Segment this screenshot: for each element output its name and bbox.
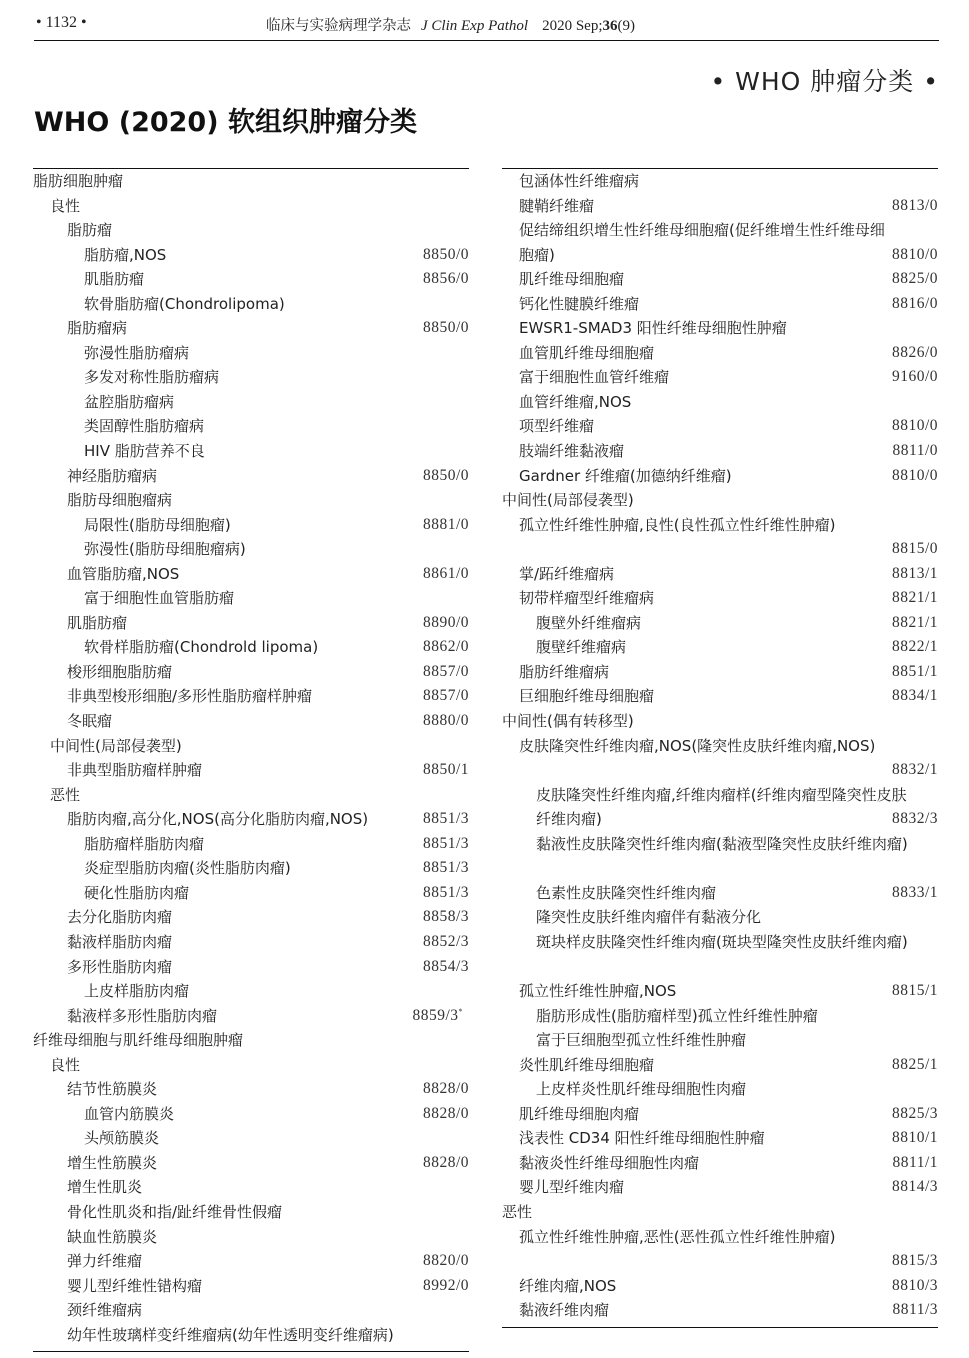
classification-row	[502, 194, 938, 219]
classification-row	[502, 832, 938, 881]
entity-name: 血管脂肪瘤,NOS	[67, 564, 180, 583]
entity-name: 增生性筋膜炎	[67, 1153, 158, 1172]
entity-name: 软骨脂肪瘤(Chondrolipoma)	[84, 294, 285, 313]
classification-row	[33, 586, 469, 611]
classification-row	[33, 1298, 469, 1323]
classification-row	[502, 783, 938, 832]
footnote-mark: *	[458, 1006, 463, 1016]
icd-o-code: 8857/0	[422, 662, 469, 680]
entity-name: 巨细胞纤维母细胞瘤	[519, 687, 655, 706]
entity-name: 脂肪母细胞瘤病	[67, 491, 173, 510]
entity-name: 缺血性筋膜炎	[67, 1227, 158, 1246]
icd-o-code: 8813/1	[891, 564, 938, 582]
icd-o-code: 8810/1	[891, 1129, 938, 1147]
classification-row	[33, 316, 469, 341]
entity-name: 去分化脂肪肉瘤	[67, 908, 173, 927]
classification-row	[502, 930, 938, 979]
classification-row	[502, 1126, 938, 1151]
classification-row	[502, 1200, 938, 1225]
page-title: WHO (2020) 软组织肿瘤分类	[34, 107, 417, 138]
classification-row	[502, 1175, 938, 1200]
classification-row	[502, 1225, 938, 1274]
icd-o-code: 8825/3	[891, 1104, 938, 1122]
classification-row	[502, 292, 938, 317]
entity-name: 上皮样脂肪肉瘤	[84, 982, 190, 1001]
entity-name: 中间性(局部侵袭型)	[502, 491, 634, 510]
entity-name: 颈纤维瘤病	[67, 1301, 143, 1320]
entity-name: 脂肪形成性(脂肪瘤样型)孤立性纤维性肿瘤	[536, 1006, 818, 1025]
icd-o-code: 8890/0	[422, 613, 469, 631]
classification-row	[33, 1249, 469, 1274]
icd-o-code: 8862/0	[422, 638, 469, 656]
classification-row	[502, 1102, 938, 1127]
icd-o-code: 8857/0	[422, 687, 469, 705]
classification-row	[502, 1028, 938, 1053]
classification-row	[502, 1004, 938, 1029]
running-header	[34, 8, 939, 41]
entity-name: 婴儿型纤维性错构瘤	[67, 1276, 203, 1295]
icd-o-code: 8822/1	[891, 638, 938, 656]
classification-row	[33, 194, 469, 219]
icd-o-code: 8825/1	[891, 1055, 938, 1073]
icd-o-code: 9160/0	[891, 368, 938, 386]
icd-o-code: 8850/0	[422, 319, 469, 337]
entity-name: 脂肪肉瘤,高分化,NOS(高分化脂肪肉瘤,NOS)	[67, 810, 369, 829]
icd-o-code: 8814/3	[891, 1178, 938, 1196]
icd-o-code: 8861/0	[422, 564, 469, 582]
entity-name: 钙化性腱膜纤维瘤	[519, 294, 640, 313]
entity-name: 多发对称性脂肪瘤病	[84, 368, 220, 387]
icd-o-code: 8810/0	[891, 417, 938, 435]
entity-name: 血管内筋膜炎	[84, 1104, 175, 1123]
classification-row	[33, 734, 469, 759]
classification-row	[33, 414, 469, 439]
classification-row	[33, 635, 469, 660]
icd-o-code: 8832/1	[891, 761, 938, 779]
entity-name: 血管肌纤维母细胞瘤	[519, 343, 655, 362]
classification-row	[502, 734, 938, 783]
icd-o-code: 8854/3	[422, 957, 469, 975]
icd-o-code: 8811/3	[892, 1301, 938, 1319]
classification-row	[33, 292, 469, 317]
entity-name: 脂肪纤维瘤病	[519, 662, 610, 681]
entity-name: 掌/跖纤维瘤病	[519, 564, 615, 583]
entity-name: 弹力纤维瘤	[67, 1252, 143, 1271]
entity-name: 骨化性肌炎和指/趾纤维骨性假瘤	[67, 1202, 283, 1221]
journal-name-en: J Clin Exp Pathol	[421, 18, 529, 34]
entity-name: 腹壁纤维瘤病	[536, 638, 627, 657]
classification-row	[33, 611, 469, 636]
classification-row	[33, 758, 469, 783]
icd-o-code: 8816/0	[891, 294, 938, 312]
icd-o-code: 8810/0	[891, 466, 938, 484]
icd-o-code: 8881/0	[422, 515, 469, 533]
classification-row	[502, 1274, 938, 1299]
classification-row	[33, 930, 469, 955]
entity-name: 隆突性皮肤纤维肉瘤伴有黏液分化	[536, 908, 762, 927]
classification-row	[33, 1200, 469, 1225]
classification-row	[33, 169, 469, 194]
classification-row	[33, 218, 469, 243]
classification-row	[502, 1298, 938, 1323]
classification-row	[33, 1323, 469, 1348]
icd-o-code: 8850/1	[422, 761, 469, 779]
classification-row	[33, 1225, 469, 1250]
entity-name: 头颅筋膜炎	[84, 1129, 160, 1148]
entity-name: 非典型梭形细胞/多形性脂肪瘤样肿瘤	[67, 687, 313, 706]
entity-name: 肢端纤维黏液瘤	[519, 442, 625, 461]
classification-row	[33, 439, 469, 464]
journal-volume: 36	[602, 18, 618, 34]
journal-name-cn: 临床与实验病理学杂志	[266, 18, 411, 34]
classification-row	[33, 365, 469, 390]
right-column-table	[502, 168, 938, 1328]
icd-o-code: 8815/1	[891, 982, 938, 1000]
entity-name: 硬化性脂肪肉瘤	[84, 883, 190, 902]
icd-o-code: 8850/0	[422, 466, 469, 484]
journal-date: 2020 Sep;	[542, 18, 603, 34]
classification-row	[33, 832, 469, 857]
entity-name: 黏液性皮肤隆突性纤维肉瘤(黏液型隆突性皮肤纤维肉瘤)	[536, 834, 908, 853]
classification-row	[33, 783, 469, 808]
icd-o-code: 8821/1	[891, 589, 938, 607]
entity-name: 黏液炎性纤维母细胞性肉瘤	[519, 1153, 700, 1172]
entity-name: 脂肪细胞肿瘤	[33, 172, 124, 190]
icd-o-code: 8815/0	[891, 540, 938, 558]
icd-o-code: 8850/0	[422, 245, 469, 263]
left-column-table	[33, 168, 469, 1352]
entity-name: 富于细胞性血管脂肪瘤	[84, 589, 235, 608]
entity-name: 脂肪瘤病	[67, 319, 128, 338]
classification-row	[33, 1028, 469, 1053]
classification-row	[33, 684, 469, 709]
icd-o-code: 8834/1	[891, 687, 938, 705]
classification-row	[33, 856, 469, 881]
classification-row	[33, 513, 469, 538]
classification-row	[502, 488, 938, 513]
icd-o-code: 8821/1	[891, 613, 938, 631]
entity-name: 婴儿型纤维肉瘤	[519, 1178, 625, 1197]
classification-row	[502, 611, 938, 636]
classification-row	[502, 1151, 938, 1176]
entity-name: 脂肪瘤样脂肪肉瘤	[84, 834, 205, 853]
entity-name: 促结缔组织增生性纤维母细胞瘤(促纤维增生性纤维母细胞瘤)	[519, 221, 885, 264]
journal-issue: (9)	[617, 18, 635, 34]
classification-row	[33, 881, 469, 906]
icd-o-code: 8815/3	[891, 1252, 938, 1270]
entity-name: 项型纤维瘤	[519, 417, 595, 436]
entity-name: Gardner 纤维瘤(加德纳纤维瘤)	[519, 466, 732, 485]
column-bottom-rule	[502, 1327, 938, 1328]
classification-row	[502, 439, 938, 464]
entity-name: 盆腔脂肪瘤病	[84, 392, 175, 411]
entity-name: 非典型脂肪瘤样肿瘤	[67, 761, 203, 780]
entity-name: 黏液样多形性脂肪肉瘤	[67, 1006, 218, 1025]
icd-o-code: 8851/3	[422, 883, 469, 901]
section-tag: • WHO 肿瘤分类 •	[710, 67, 939, 96]
entity-name: 肌纤维母细胞瘤	[519, 270, 625, 289]
entity-name: 纤维母细胞与肌纤维母细胞肿瘤	[33, 1031, 244, 1050]
classification-row	[502, 464, 938, 489]
icd-o-code: 8825/0	[891, 270, 938, 288]
entity-name: 韧带样瘤型纤维瘤病	[519, 589, 655, 608]
classification-row	[33, 562, 469, 587]
entity-name: 冬眠瘤	[67, 712, 113, 731]
classification-row	[502, 316, 938, 341]
classification-row	[502, 881, 938, 906]
entity-name: 中间性(局部侵袭型)	[50, 736, 182, 755]
entity-name: 斑块样皮肤隆突性纤维肉瘤(斑块型隆突性皮肤纤维肉瘤)	[536, 932, 908, 951]
column-bottom-rule	[33, 1351, 469, 1352]
classification-row	[502, 1053, 938, 1078]
icd-o-code: 8813/0	[891, 196, 938, 214]
entity-name: 良性	[50, 196, 81, 215]
icd-o-code: 8851/3	[422, 859, 469, 877]
entity-name: 脂肪瘤	[67, 221, 113, 240]
entity-name: 神经脂肪瘤病	[67, 466, 158, 485]
entity-name: 孤立性纤维性肿瘤,恶性(恶性孤立性纤维性肿瘤)	[519, 1227, 836, 1246]
entity-name: 炎症型脂肪肉瘤(炎性脂肪肉瘤)	[84, 859, 291, 878]
classification-row	[502, 513, 938, 562]
entity-name: 增生性肌炎	[67, 1178, 143, 1197]
icd-o-code: 8810/3	[891, 1276, 938, 1294]
classification-row	[33, 660, 469, 685]
classification-row	[502, 905, 938, 930]
entity-name: 多形性脂肪肉瘤	[67, 957, 173, 976]
entity-name: 炎性肌纤维母细胞瘤	[519, 1055, 655, 1074]
icd-o-code: 8811/0	[892, 442, 938, 460]
classification-row	[33, 341, 469, 366]
classification-row	[502, 709, 938, 734]
entity-name: 色素性皮肤隆突性纤维肉瘤	[536, 883, 717, 902]
classification-row	[33, 1151, 469, 1176]
icd-o-code: 8851/3	[422, 810, 469, 828]
icd-o-code: 8880/0	[422, 712, 469, 730]
entity-name: 皮肤隆突性纤维肉瘤,纤维肉瘤样(纤维肉瘤型隆突性皮肤纤维肉瘤)	[536, 785, 907, 829]
classification-row	[502, 684, 938, 709]
icd-o-code: 8856/0	[422, 270, 469, 288]
icd-o-code: 8810/0	[891, 245, 938, 263]
classification-row	[33, 243, 469, 268]
entity-name: 血管纤维瘤,NOS	[519, 392, 632, 411]
entity-name: 中间性(偶有转移型)	[502, 712, 634, 731]
classification-row	[33, 1004, 469, 1029]
classification-row	[33, 267, 469, 292]
journal-citation	[266, 14, 635, 35]
icd-o-code: 8828/0	[422, 1104, 469, 1122]
entity-name: 梭形细胞脂肪瘤	[67, 662, 173, 681]
entity-name: 幼年性玻璃样变纤维瘤病(幼年性透明变纤维瘤病)	[67, 1325, 394, 1344]
entity-name: 孤立性纤维性肿瘤,良性(良性孤立性纤维性肿瘤)	[519, 515, 836, 534]
icd-o-code: 8851/3	[422, 834, 469, 852]
icd-o-code: 8832/3	[891, 810, 938, 828]
classification-row	[502, 414, 938, 439]
icd-o-code: 8828/0	[422, 1153, 469, 1171]
classification-row	[502, 341, 938, 366]
icd-o-code: 8811/1	[892, 1153, 938, 1171]
classification-row	[33, 1126, 469, 1151]
entity-name: 弥漫性(脂肪母细胞瘤病)	[84, 540, 246, 559]
entity-name: 恶性	[502, 1202, 533, 1221]
classification-row	[502, 169, 938, 194]
classification-row	[502, 660, 938, 685]
entity-name: EWSR1-SMAD3 阳性纤维母细胞性肿瘤	[519, 319, 787, 338]
entity-name: 类固醇性脂肪瘤病	[84, 417, 205, 436]
entity-name: 肌纤维母细胞肉瘤	[519, 1104, 640, 1123]
entity-name: 浅表性 CD34 阳性纤维母细胞性肿瘤	[519, 1129, 765, 1148]
entity-name: 纤维肉瘤,NOS	[519, 1276, 617, 1295]
entity-name: 腹壁外纤维瘤病	[536, 613, 642, 632]
classification-row	[33, 979, 469, 1004]
classification-row	[33, 464, 469, 489]
classification-row	[502, 218, 938, 267]
classification-row	[33, 1077, 469, 1102]
classification-row	[502, 562, 938, 587]
entity-name: 软骨样脂肪瘤(Chondrold lipoma)	[84, 638, 319, 657]
entity-name: 上皮样炎性肌纤维母细胞性肉瘤	[536, 1080, 747, 1099]
icd-o-code: 8858/3	[422, 908, 469, 926]
icd-o-code: 8826/0	[891, 343, 938, 361]
icd-o-code: 8828/0	[422, 1080, 469, 1098]
classification-row	[33, 1274, 469, 1299]
entity-name: 良性	[50, 1055, 81, 1074]
classification-row	[502, 635, 938, 660]
classification-row	[33, 1053, 469, 1078]
classification-row	[502, 365, 938, 390]
classification-row	[502, 1077, 938, 1102]
icd-o-code: 8992/0	[422, 1276, 469, 1294]
classification-row	[502, 390, 938, 415]
classification-row	[502, 979, 938, 1004]
entity-name: HIV 脂肪营养不良	[84, 442, 205, 461]
page-number: • 1132 •	[36, 14, 87, 31]
entity-name: 肌脂肪瘤	[67, 613, 128, 632]
entity-name: 包涵体性纤维瘤病	[519, 172, 640, 190]
classification-row	[33, 537, 469, 562]
entity-name: 肌脂肪瘤	[84, 270, 145, 289]
entity-name: 孤立性纤维性肿瘤,NOS	[519, 982, 677, 1001]
icd-o-code: 8851/1	[891, 662, 938, 680]
entity-name: 腱鞘纤维瘤	[519, 196, 595, 215]
entity-name: 弥漫性脂肪瘤病	[84, 343, 190, 362]
classification-row	[33, 955, 469, 980]
entity-name: 局限性(脂肪母细胞瘤)	[84, 515, 231, 534]
classification-row	[33, 807, 469, 832]
entity-name: 结节性筋膜炎	[67, 1080, 158, 1099]
icd-o-code: 8820/0	[422, 1252, 469, 1270]
classification-row	[33, 1102, 469, 1127]
entity-name: 皮肤隆突性纤维肉瘤,NOS(隆突性皮肤纤维肉瘤,NOS)	[519, 736, 876, 755]
entity-name: 富于细胞性血管纤维瘤	[519, 368, 670, 387]
classification-row	[502, 586, 938, 611]
entity-name: 富于巨细胞型孤立性纤维性肿瘤	[536, 1031, 747, 1050]
entity-name: 黏液样脂肪肉瘤	[67, 932, 173, 951]
classification-row	[33, 390, 469, 415]
classification-row	[33, 488, 469, 513]
entity-name: 恶性	[50, 785, 81, 804]
entity-name: 脂肪瘤,NOS	[84, 245, 167, 264]
classification-row	[33, 709, 469, 734]
entity-name: 黏液纤维肉瘤	[519, 1301, 610, 1320]
icd-o-code: 8859/3*	[412, 1006, 463, 1024]
classification-row	[33, 1175, 469, 1200]
classification-row	[33, 905, 469, 930]
icd-o-code: 8852/3	[422, 932, 469, 950]
icd-o-code: 8833/1	[891, 883, 938, 901]
classification-row	[502, 267, 938, 292]
